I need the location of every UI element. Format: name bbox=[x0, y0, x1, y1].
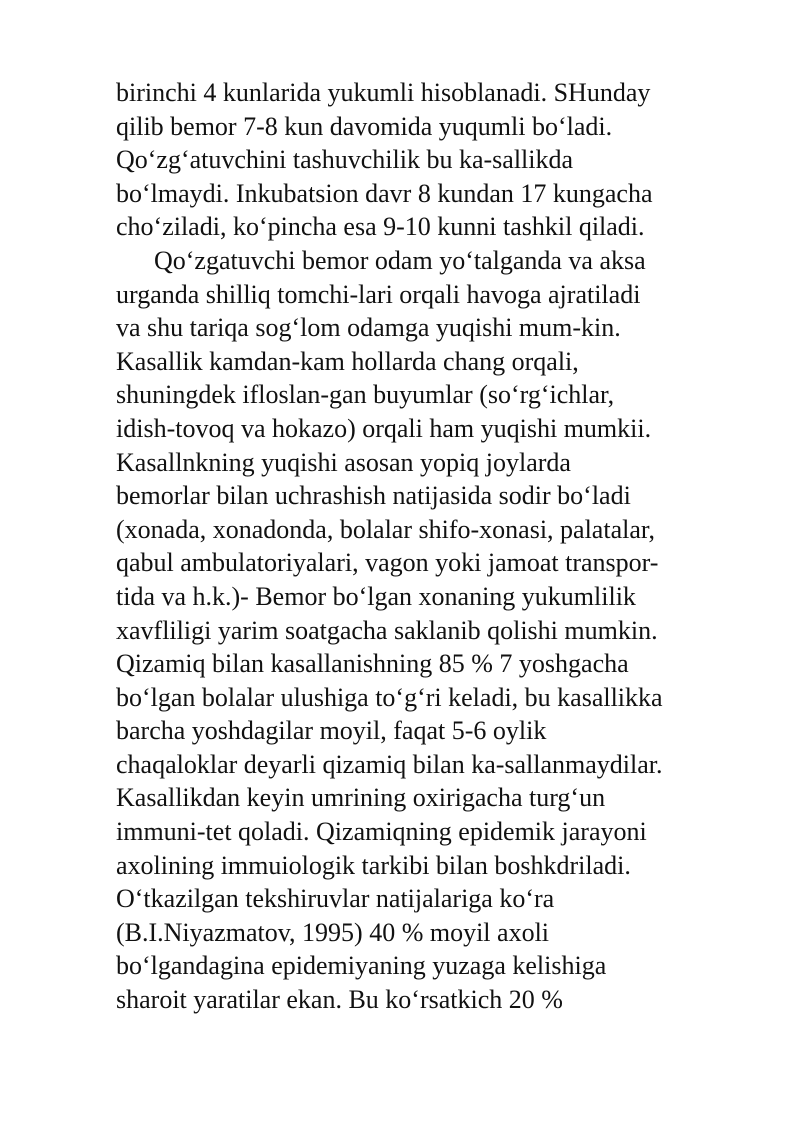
text-line: shuningdek ifloslan-gan buyumlar (so‘rg‘ichlar, bbox=[116, 380, 615, 410]
text-line: O‘tkazilgan tekshiruvlar natijalariga ko‘ra bbox=[116, 884, 555, 914]
text-line: xavfliligi yarim soatgacha saklanib qolishi mumkin. bbox=[116, 615, 658, 645]
text-line: idish-tovoq va hokazo) orqali ham yuqishi mumkii. bbox=[116, 413, 652, 443]
text-line: Kasallikdan keyin umrining oxirigacha turg‘un bbox=[116, 783, 606, 813]
text-line: tida va h.k.)- Bemor bo‘lgan xonaning yukumlilik bbox=[116, 581, 636, 611]
text-line: (B.I.Niyazmatov, 1995) 40 % moyil axoli bbox=[116, 917, 550, 947]
text-line: Kasallik kamdan-kam hollarda chang orqali, bbox=[116, 346, 579, 376]
text-line: bemorlar bilan uchrashish natijasida sodir bo‘ladi bbox=[116, 481, 631, 511]
text-line: Qo‘zg‘atuvchini tashuvchilik bu ka-sallikda bbox=[116, 145, 574, 175]
text-line: qabul ambulatoriyalari, vagon yoki jamoat transpor- bbox=[116, 548, 659, 578]
text-line: cho‘ziladi, ko‘pincha esa 9-10 kunni tashkil qiladi. bbox=[116, 212, 645, 242]
text-line: bo‘lgandagina epidemiyaning yuzaga kelishiga bbox=[116, 951, 607, 981]
text-line: urganda shilliq tomchi-lari orqali havoga ajratiladi bbox=[116, 279, 641, 309]
paragraph-first-line: Qo‘zgatuvchi bemor odam yo‘talganda va aksa bbox=[154, 245, 646, 275]
text-line: va shu tariqa sog‘lom odamga yuqishi mum-kin. bbox=[116, 313, 621, 343]
text-line: axolining immuiologik tarkibi bilan boshkdriladi. bbox=[116, 850, 631, 880]
text-line: sharoit yaratilar ekan. Bu ko‘rsatkich 20 % bbox=[116, 985, 563, 1015]
text-line: chaqaloklar deyarli qizamiq bilan ka-sallanmaydilar. bbox=[116, 749, 663, 779]
text-line: bo‘lgan bolalar ulushiga to‘g‘ri keladi, bu kasallikka bbox=[116, 682, 663, 712]
text-line: barcha yoshdagilar moyil, faqat 5-6 oylik bbox=[116, 716, 547, 746]
document-page bbox=[116, 76, 746, 1017]
text-line: bo‘lmaydi. Inkubatsion davr 8 kundan 17 kungacha bbox=[116, 178, 653, 208]
text-line: (xonada, xonadonda, bolalar shifo-xonasi, palatalar, bbox=[116, 514, 655, 544]
text-line: Kasallnkning yuqishi asosan yopiq joylarda bbox=[116, 447, 571, 477]
text-line: immuni-tet qoladi. Qizamiqning epidemik jarayoni bbox=[116, 817, 647, 847]
text-line: qilib bemor 7-8 kun davomida yuqumli bo‘ladi. bbox=[116, 111, 613, 141]
text-line: Qizamiq bilan kasallanishning 85 % 7 yoshgacha bbox=[116, 649, 629, 679]
text-line: birinchi 4 kunlarida yukumli hisoblanadi. SHunday bbox=[116, 78, 651, 107]
